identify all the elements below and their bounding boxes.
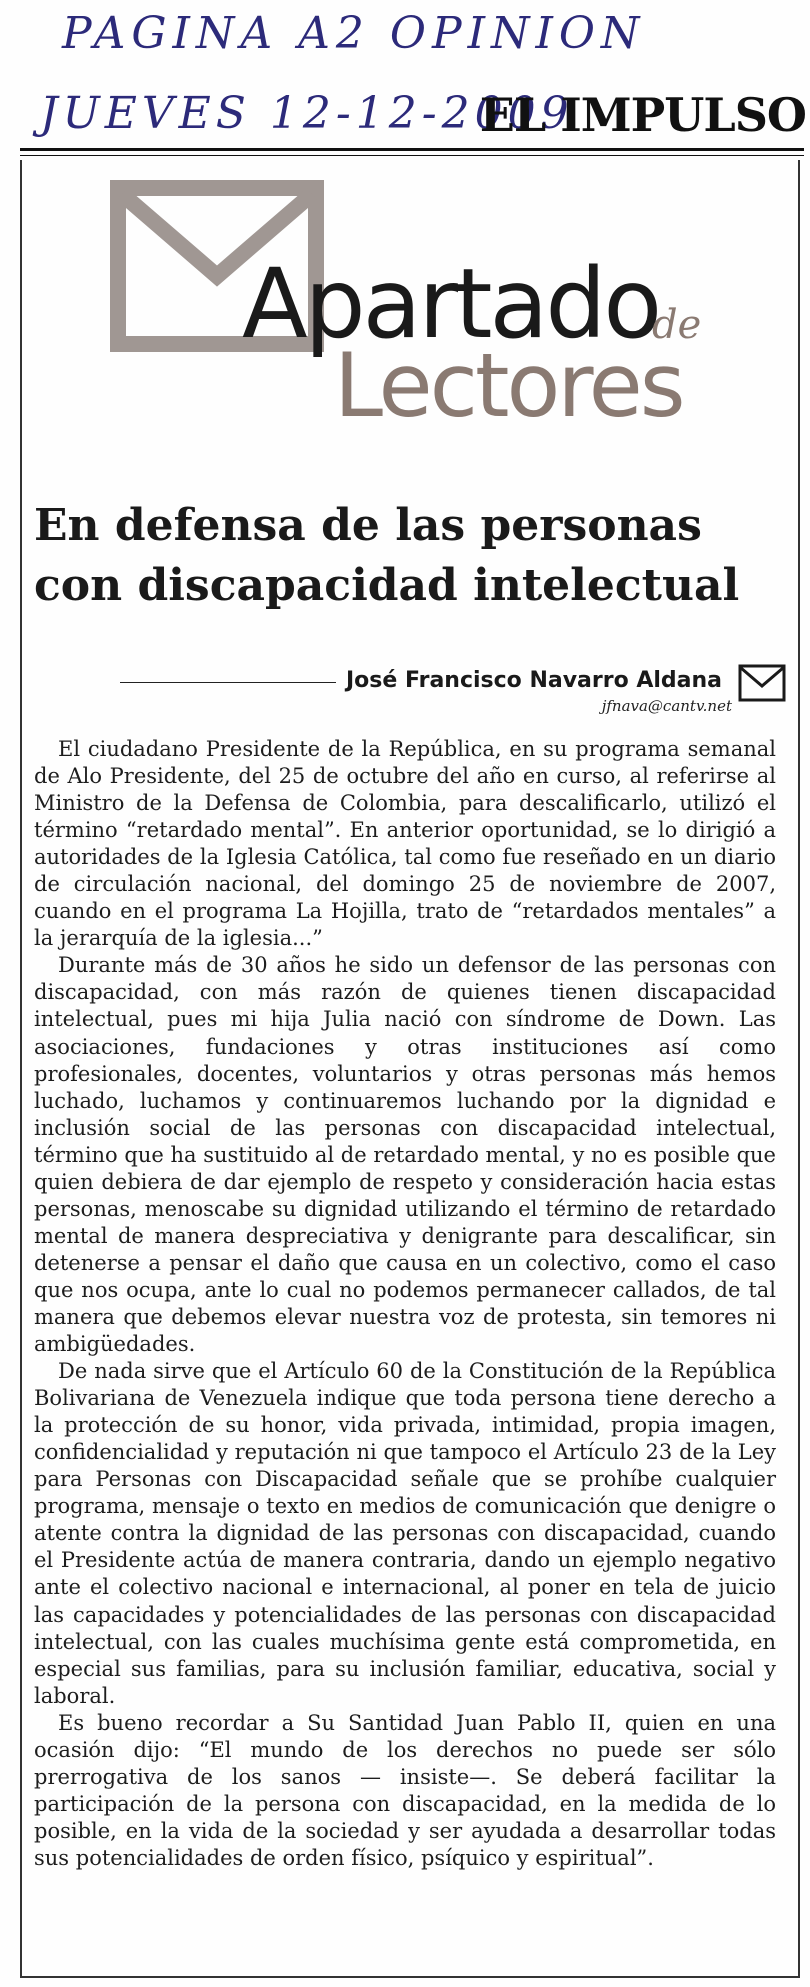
article-author: José Francisco Navarro Aldana	[346, 668, 723, 693]
masthead: EL IMPULSO	[479, 88, 806, 142]
paragraph: Es bueno recordar a Su Santidad Juan Pablo II, quien en una ocasión dijo: “El mundo de los derechos no puede ser sólo prerrogativa de los sanos — insiste—. Se deberá facilitar la participación de la persona con discapacidad, en la medida de lo posible, en la vida de la sociedad y ser ayudada a desarrollar todas sus potencialidades de orden físico, psíquico y espiritual”.	[34, 1710, 776, 1870]
masthead-rule-thin	[20, 155, 804, 156]
paragraph: El ciudadano Presidente de la República, en su programa semanal de Alo Presidente, del 25 de octubre del año en curso, al referirse al Ministro de la Defensa de Colombia, para descalificarlo, utilizó el término “retardado mental”. En anterior oportunidad, se lo dirigió a autoridades de la Iglesia Católica, tal como fue reseñado en un diario de circulación nacional, del domingo 25 de noviembre de 2007, cuando en el programa La Hojilla, trato de “retardados mentales” a la jerarquía de la iglesia...”	[34, 737, 776, 951]
handwritten-date-note: JUEVES 12-12-2009	[40, 88, 574, 139]
section-logo-de: de	[652, 302, 702, 348]
section-logo-word1: Apartado	[242, 248, 660, 360]
section-logo-word2: Lectores	[334, 334, 683, 437]
paragraph: Durante más de 30 años he sido un defensor de las personas con discapacidad, con más razón de quienes tienen discapacidad intelectual, pues mi hija Julia nació con síndrome de Down. Las asociaciones, fundaciones y otras instituciones así como profesionales, docentes, voluntarios y otras personas más hemos luchado, luchamos y continuaremos luchando por la dignidad e inclusión social de las personas con discapacidad intelectual, término que ha sustituido al de retardado mental, y no es posible que quien debiera de dar ejemplo de respeto y consideración hacia estas personas, menoscabe su dignidad utilizando el término de retardado mental de manera despreciativa y denigrante para descalificar, sin detenerse a pensar el daño que causa en un colectivo, como el caso que nos ocupa, ante lo cual no podemos permanecer callados, de tal manera que debemos elevar nuestra voz de protesta, sin temores ni ambigüedades.	[34, 953, 776, 1357]
paragraph: De nada sirve que el Artículo 60 de la Constitución de la República Bolivariana de Venezuela indique que toda persona tiene derecho a la protección de su honor, vida privada, intimidad, propia imagen, confidencialidad y reputación ni que tampoco el Artículo 23 de la Ley para Personas con Discapacidad señale que se prohíbe cualquier programa, mensaje o texto en medios de comunicación que denigre o atente contra la dignidad de las personas con discapacidad, cuando el Presidente actúa de manera contraria, dando un ejemplo negativo ante el colectivo nacional e internacional, al poner en tela de juicio las capacidades y potencialidades de las personas con discapacidad intelectual, con las cuales muchísima gente está comprometida, en especial sus familias, para su inclusión familiar, educativa, social y laboral.	[34, 1359, 776, 1708]
masthead-rule	[20, 148, 804, 151]
article-body	[34, 736, 776, 1872]
byline-rule	[120, 682, 336, 683]
handwritten-page-note: PAGINA A2 OPINION	[62, 8, 646, 59]
mail-icon	[738, 664, 786, 707]
author-email: jfnava@cantv.net	[601, 697, 732, 715]
article-headline: En defensa de las personas con discapacidad intelectual	[34, 500, 740, 611]
